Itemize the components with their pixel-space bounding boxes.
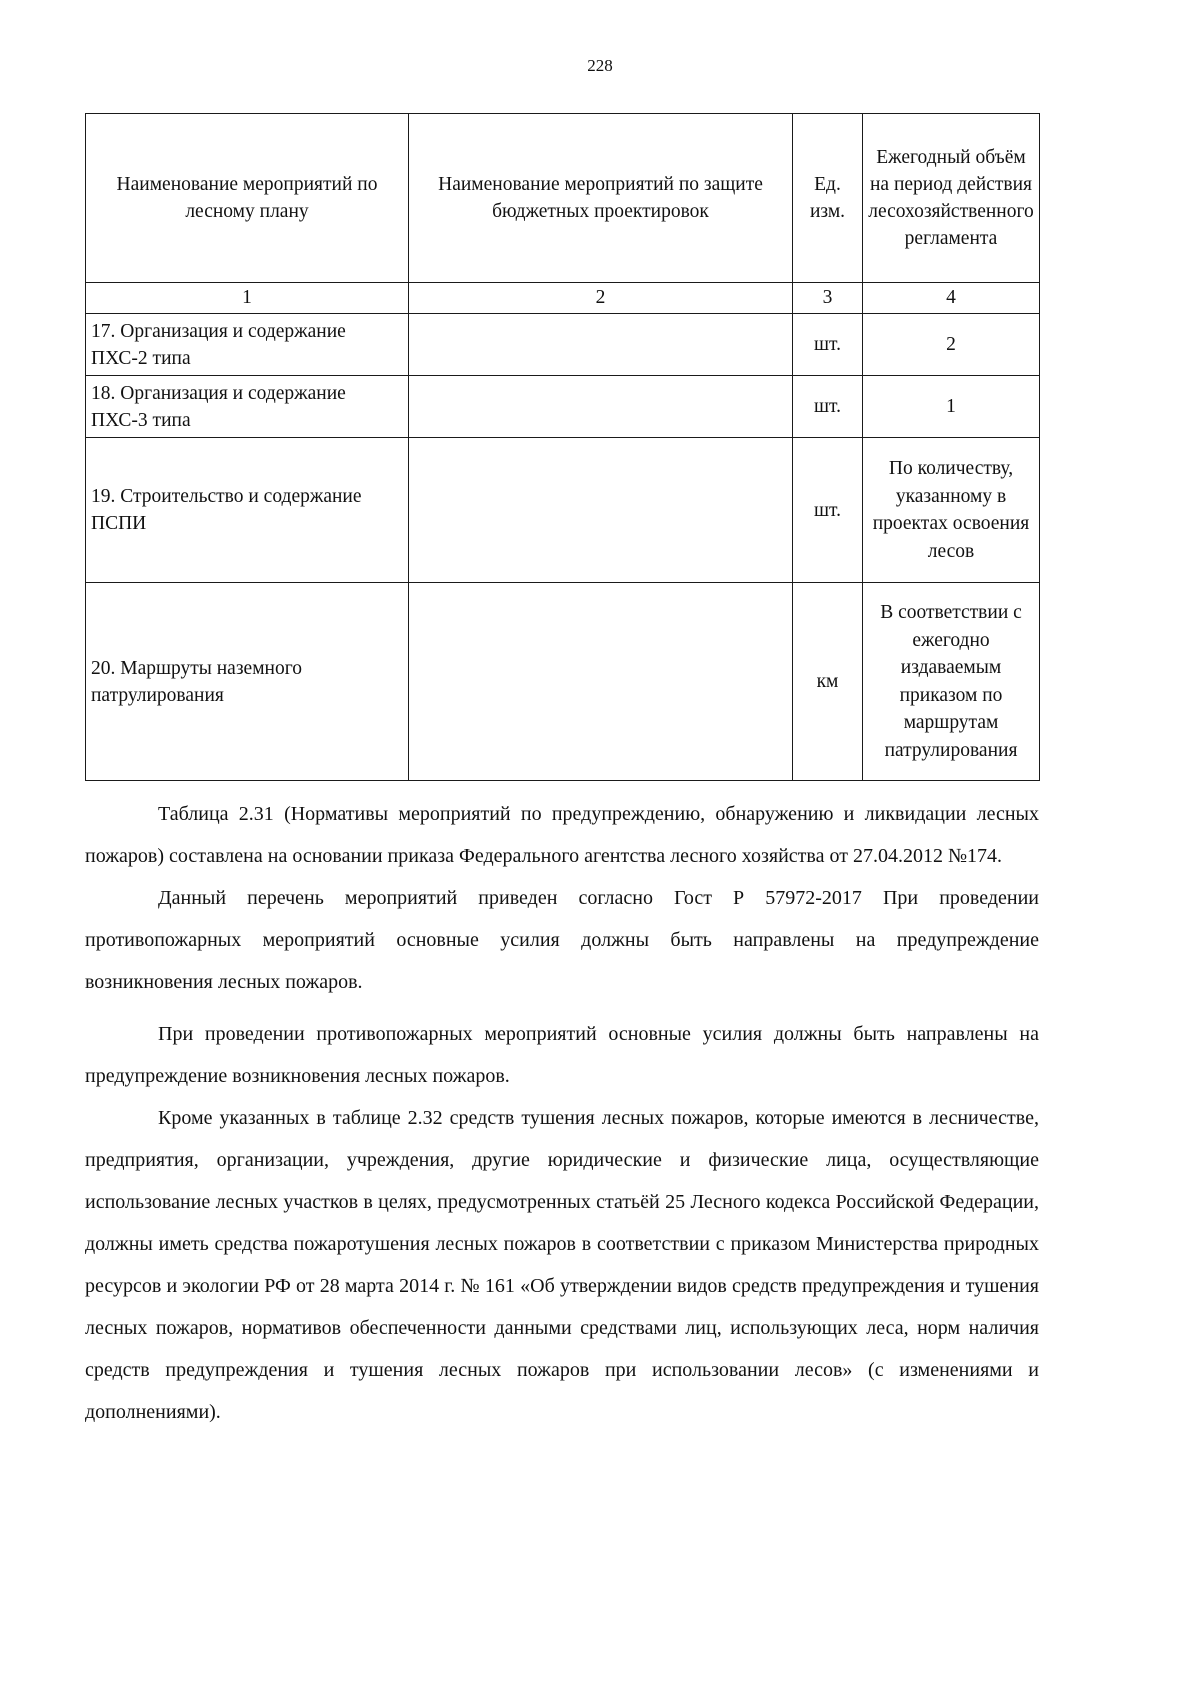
header-budget-measure: Наименование мероприятий по защите бюджетных проектировок [409, 114, 793, 283]
volume-cell: 2 [863, 314, 1040, 376]
unit-cell: шт. [793, 314, 863, 376]
column-number: 4 [863, 283, 1040, 314]
measure-name-cell: 19. Строительство и содержание ПСПИ [86, 438, 409, 583]
header-annual-volume: Ежегодный объём на период действия лесохозяйственного регламента [863, 114, 1040, 283]
budget-measure-cell [409, 438, 793, 583]
column-number-row [86, 283, 1040, 314]
measure-name-cell: 17. Организация и содержание ПХС-2 типа [86, 314, 409, 376]
table-row [86, 583, 1040, 781]
volume-cell: В соответствии с ежегодно издаваемым приказом по маршрутам патрулирования [863, 583, 1040, 781]
paragraph-gost-reference: Данный перечень мероприятий приведен согласно Гост Р 57972-2017 При проведении противопожарных мероприятий основные усилия должны быть направлены на предупреждение возникновения лесных пожаров. [85, 887, 1039, 993]
unit-cell: шт. [793, 438, 863, 583]
table-header-row [86, 114, 1040, 283]
forest-fire-measures-table [85, 113, 1040, 781]
page-number: 228 [587, 56, 613, 75]
column-number: 3 [793, 283, 863, 314]
table-row [86, 438, 1040, 583]
volume-cell: 1 [863, 376, 1040, 438]
budget-measure-cell [409, 376, 793, 438]
measure-name-cell: 18. Организация и содержание ПХС-3 типа [86, 376, 409, 438]
paragraph-prevention: При проведении противопожарных мероприятий основные усилия должны быть направлены на предупреждение возникновения лесных пожаров. [85, 1023, 1039, 1087]
paragraph-extinguishing-means: Кроме указанных в таблице 2.32 средств тушения лесных пожаров, которые имеются в лесничестве, предприятия, организации, учреждения, другие юридические и физические лица, осуществляющие использование лесных участков в целях, предусмотренных статьёй 25 Лесного кодекса Российской Федерации, должны иметь средства пожаротушения лесных пожаров в соответствии с приказом Министерства природных ресурсов и экологии РФ от 28 марта 2014 г. № 161 «Об утверждении видов средств предупреждения и тушения лесных пожаров, нормативов обеспеченности данными средствами лиц, использующих леса, норм наличия средств предупреждения и тушения лесных пожаров при использовании лесов» (с изменениями и дополнениями). [85, 1107, 1039, 1423]
column-number: 1 [86, 283, 409, 314]
budget-measure-cell [409, 583, 793, 781]
body-text [85, 793, 1039, 1433]
table-row [86, 376, 1040, 438]
column-number: 2 [409, 283, 793, 314]
unit-cell: км [793, 583, 863, 781]
header-unit: Ед. изм. [793, 114, 863, 283]
measure-name-cell: 20. Маршруты наземного патрулирования [86, 583, 409, 781]
unit-cell: шт. [793, 376, 863, 438]
header-forest-plan-measure: Наименование мероприятий по лесному плану [86, 114, 409, 283]
volume-cell: По количеству, указанному в проектах освоения лесов [863, 438, 1040, 583]
table-row [86, 314, 1040, 376]
paragraph-table-source: Таблица 2.31 (Нормативы мероприятий по предупреждению, обнаружению и ликвидации лесных пожаров) составлена на основании приказа Федерального агентства лесного хозяйства от 27.04.2012 №174. [85, 803, 1039, 867]
budget-measure-cell [409, 314, 793, 376]
